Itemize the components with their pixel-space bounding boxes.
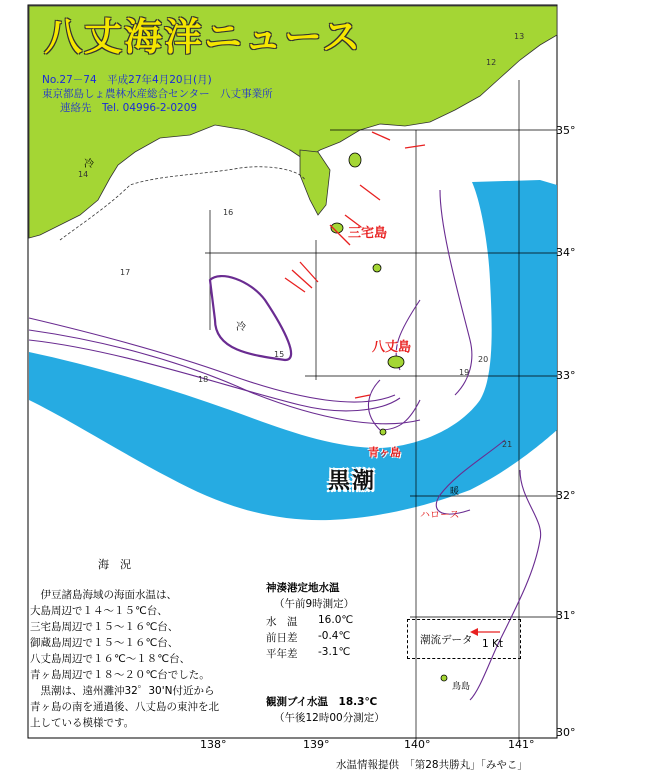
page-title: 八丈海洋ニュース xyxy=(44,15,363,59)
kaminato-row-label: 前日差 xyxy=(266,632,298,644)
footer-credit: 水温情報提供 「第28共勝丸」「みやこ」 xyxy=(336,759,528,771)
lon-label: 140° xyxy=(404,738,431,751)
buoy-sub: （午後12時00分測定） xyxy=(274,712,385,724)
warm-label: 暖 xyxy=(450,487,460,497)
hachijo-label: 八丈島 xyxy=(372,340,412,355)
situation-line: 御蔵島周辺で１５～１６℃台、 xyxy=(30,637,179,649)
isotherm-label: 15 xyxy=(274,350,285,359)
contact-info: 連絡先 Tel. 04996-2-0209 xyxy=(60,102,198,114)
miyake-label: 三宅島 xyxy=(348,226,388,241)
lat-label: 35° xyxy=(556,124,576,137)
org-name: 東京都島しょ農林水産総合センター 八丈事業所 xyxy=(42,88,273,100)
isotherm-label: 17 xyxy=(120,268,131,277)
buoy-heading: 観測ブイ水温 18.3℃ xyxy=(266,696,378,708)
halos-label: ハロース xyxy=(420,510,460,521)
isotherm-label: 16 xyxy=(223,208,234,217)
cold-label-2: 冷 xyxy=(236,322,246,333)
situation-heading: 海 況 xyxy=(98,558,131,571)
kaminato-row-label: 平年差 xyxy=(266,648,298,660)
lat-label: 32° xyxy=(556,489,576,502)
situation-line: 三宅島周辺で１５～１６℃台、 xyxy=(30,621,179,633)
situation-line: 上している模様です。 xyxy=(30,717,135,729)
isotherm-label: 21 xyxy=(502,440,513,449)
torishima-label: 鳥島 xyxy=(452,682,471,692)
kaminato-row-label: 水 温 xyxy=(266,616,298,628)
kuroshio-label: 黒潮 xyxy=(328,469,377,494)
kaminato-sub: （午前9時測定） xyxy=(274,598,355,610)
situation-line: 黒潮は、遠州灘沖32゜30'N付近から xyxy=(30,685,215,697)
isotherm-label: 20 xyxy=(478,355,489,364)
isotherm-label: 13 xyxy=(514,32,525,41)
current-data-unit: 1 Kt xyxy=(482,638,504,650)
lat-label: 30° xyxy=(556,726,576,739)
kaminato-row-value: -3.1℃ xyxy=(318,646,351,658)
cold-label-1: 冷 xyxy=(84,159,94,170)
situation-line: 青ヶ島の南を通過後、八丈島の東沖を北 xyxy=(30,701,219,713)
lon-label: 141° xyxy=(508,738,535,751)
isotherm-label: 19 xyxy=(459,368,470,377)
lon-label: 139° xyxy=(303,738,330,751)
current-data-label: 潮流データ xyxy=(420,634,473,646)
issue-info: No.27－74 平成27年4月20日(月) xyxy=(42,74,212,86)
kaminato-row-value: 16.0℃ xyxy=(318,614,354,626)
kaminato-row-value: -0.4℃ xyxy=(318,630,351,642)
lat-label: 33° xyxy=(556,369,576,382)
aogashima-label: 青ヶ島 xyxy=(368,446,401,459)
situation-line: 青ヶ島周辺で１８～２０℃台でした。 xyxy=(30,669,210,681)
lat-label: 34° xyxy=(556,246,576,259)
lat-label: 31° xyxy=(556,609,576,622)
situation-line: 伊豆諸島海域の海面水温は、 xyxy=(30,589,177,601)
situation-line: 八丈島周辺で１６℃～１８℃台、 xyxy=(30,653,191,665)
isotherm-label: 14 xyxy=(78,170,89,179)
kaminato-heading: 神湊港定地水温 xyxy=(266,582,340,594)
lon-label: 138° xyxy=(200,738,227,751)
situation-line: 大島周辺で１４～１５℃台、 xyxy=(30,605,168,617)
isotherm-label: 12 xyxy=(486,58,497,67)
isotherm-label: 18 xyxy=(198,375,209,384)
